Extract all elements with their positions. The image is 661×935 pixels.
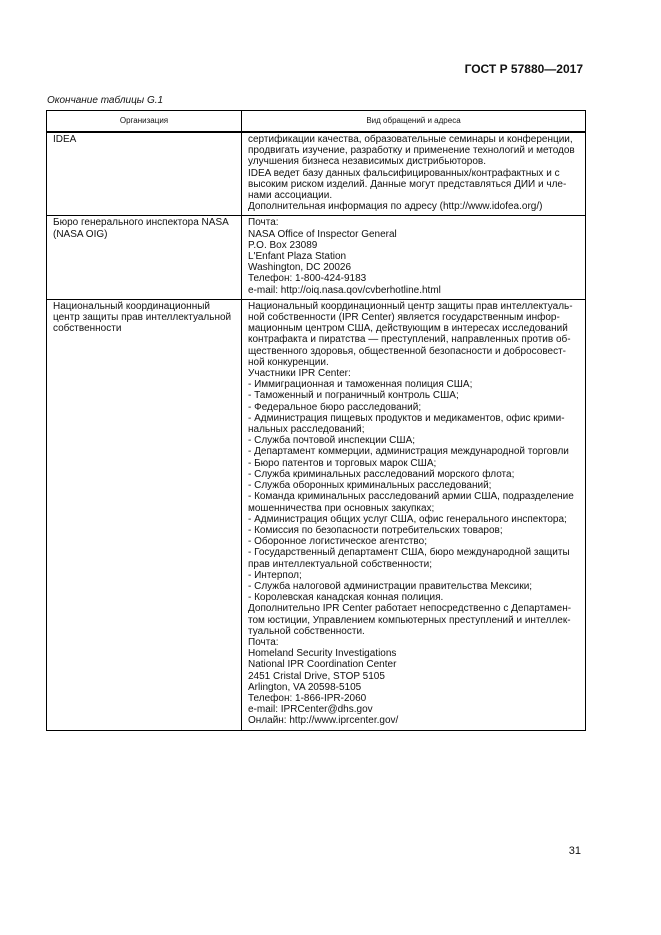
address-line: Почта: <box>248 217 279 229</box>
column-header-organization: Организация <box>47 111 242 133</box>
table-row <box>47 299 586 730</box>
address-line: P.O. Box 23089 <box>248 239 318 251</box>
address-line: ной собственности (IPR Center) является государственным инфор- <box>248 312 560 324</box>
address-line: - Королевская канадская конная полиция. <box>248 592 444 604</box>
address-line: - Иммиграционная и таможенная полиция США; <box>248 379 473 391</box>
address-line: L'Enfant Plaza Station <box>248 251 347 263</box>
address-line: высоким риском изделий. Данные могут представляться ДИИ и чле- <box>248 178 567 190</box>
address-line: - Интерпол; <box>248 569 302 581</box>
address-line: сертификации качества, образовательные семинары и конференции, <box>248 134 573 145</box>
table-row <box>47 216 586 299</box>
address-line: - Федеральное бюро расследований; <box>248 401 422 413</box>
page-number: 31 <box>568 845 581 857</box>
address-line: - Таможенный и пограничный контроль США; <box>248 390 459 402</box>
address-line: мационным центром США, действующим в интересах исследований <box>248 323 568 335</box>
address-line: - Бюро патентов и торговых марок США; <box>248 457 437 469</box>
address-line: - Служба почтовой инспекции США; <box>248 435 416 447</box>
address-line: Arlington, VA 20598-5105 <box>248 681 362 693</box>
address-line: - Оборонное логистическое агентство; <box>248 536 427 548</box>
table-row <box>47 132 586 216</box>
address-line: ной конкуренции. <box>248 356 329 368</box>
column-header-addresses: Вид обращений и адреса <box>242 111 586 133</box>
address-line: Национальный координационный центр защиты прав интеллектуаль- <box>248 300 573 312</box>
organization-cell: Бюро генерального инспектора NASA (NASA OIG) <box>47 216 242 299</box>
address-cell <box>242 299 586 730</box>
address-line: - Комиссия по безопасности потребительских товаров; <box>248 524 503 536</box>
address-line: National IPR Coordination Center <box>248 659 397 671</box>
address-line: - Служба оборонных криминальных расследований; <box>248 480 492 492</box>
address-line: том юстиции, Управлением компьютерных преступлений и интеллек- <box>248 614 571 626</box>
table-caption: Окончание таблицы G.1 <box>47 95 164 106</box>
address-line: Почта: <box>248 636 279 648</box>
address-line: Телефон: 1-800-424-9183 <box>248 273 367 285</box>
organization-cell: IDEA <box>47 132 242 216</box>
table-header-row <box>47 111 586 133</box>
address-line: мошенничества при основных закупках; <box>248 502 435 514</box>
address-line: IDEA ведет базу данных фальсифицированных/контрафактных и с <box>248 167 560 179</box>
address-line: Washington, DC 20026 <box>248 262 352 274</box>
address-line: Телефон: 1-866-IPR-2060 <box>248 692 367 704</box>
address-line: щественного здоровья, общественной безопасности и добросовест- <box>248 345 567 357</box>
document-id: ГОСТ Р 57880—2017 <box>464 62 583 76</box>
address-cell <box>242 216 586 299</box>
address-line: Дополнительно IPR Center работает непосредственно с Департамен- <box>248 603 572 615</box>
address-line: - Служба налоговой администрации правительства Мексики; <box>248 580 533 592</box>
address-line: Онлайн: http://www.iprcenter.gov/ <box>248 715 399 727</box>
address-line: контрафакта и пиратства — преступлений, направленных против об- <box>248 334 571 346</box>
address-line: - Государственный департамент США, бюро международной защиты <box>248 547 570 559</box>
address-line: - Команда криминальных расследований армии США, подразделение <box>248 491 574 503</box>
address-line: Homeland Security Investigations <box>248 648 397 660</box>
address-line: NASA Office of Inspector General <box>248 228 397 240</box>
address-line: - Администрация пищевых продуктов и медикаментов, офис крими- <box>248 412 565 424</box>
address-line: e-mail: http://oiq.nasa.qov/cvberhotline.html <box>248 284 441 296</box>
address-line: Дополнительная информация по адресу (http://www.idofea.org/) <box>248 201 543 213</box>
address-line: - Администрация общих услуг США, офис генерального инспектора; <box>248 513 567 525</box>
address-line: - Департамент коммерции, администрация международной торговли <box>248 446 569 458</box>
address-line: туальной собственности. <box>248 625 365 637</box>
address-line: - Служба криминальных расследований морского флота; <box>248 468 515 480</box>
address-cell <box>242 132 586 216</box>
address-line: прав интеллектуальной собственности; <box>248 558 432 570</box>
address-line: продвигать изучение, разработку и применение технологий и методов <box>248 145 575 157</box>
address-line: улучшения бизнеса независимых дистрибьюторов. <box>248 156 486 168</box>
organization-cell: Национальный координационный центр защиты прав интеллектуальной собственности <box>47 299 242 730</box>
address-line: нальных расследований; <box>248 424 365 436</box>
address-line: Участники IPR Center: <box>248 368 351 380</box>
address-line: нами ассоциации. <box>248 190 333 202</box>
organizations-table <box>46 110 586 731</box>
address-line: 2451 Cristal Drive, STOP 5105 <box>248 670 385 682</box>
address-line: e-mail: IPRCenter@dhs.gov <box>248 704 373 716</box>
